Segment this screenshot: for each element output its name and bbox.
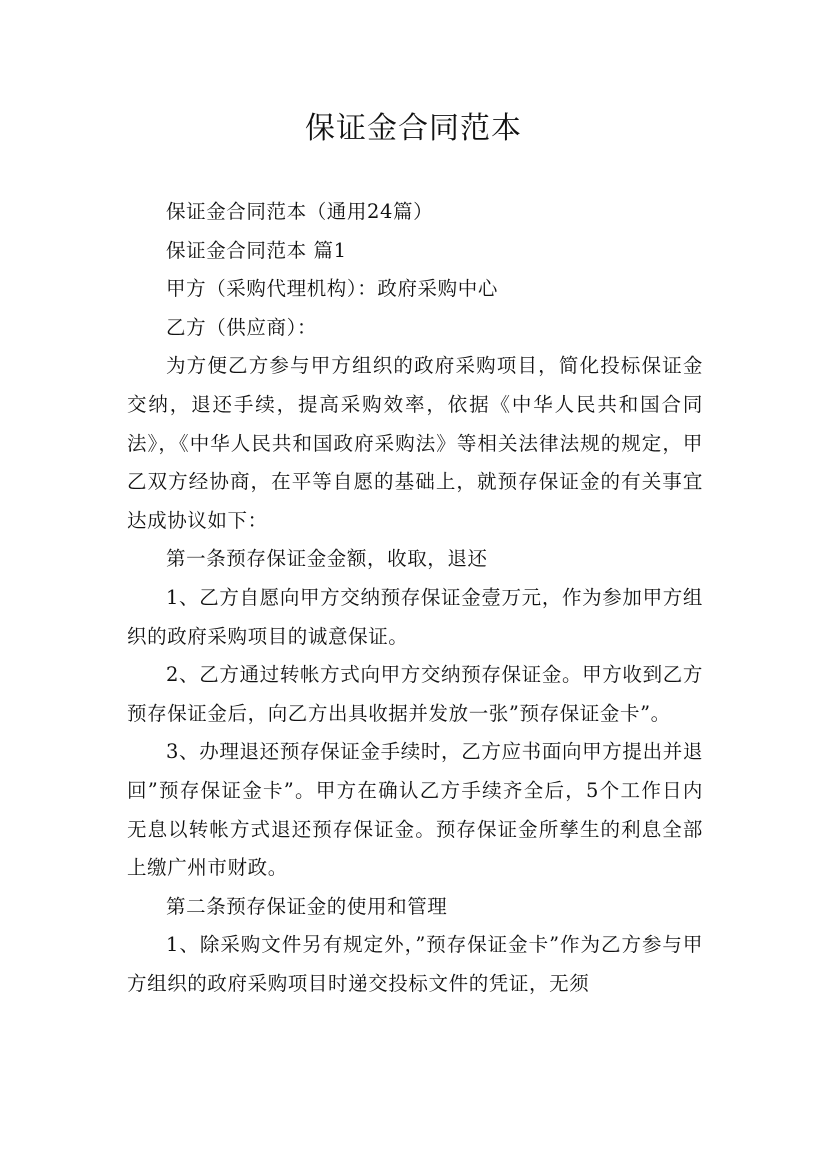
paragraph-party-b: 乙方（供应商）：: [166, 315, 318, 339]
paragraph-preamble: 为方便乙方参与甲方组织的政府采购项目，简化投标保证金交纳，退还手续，提高采购效率，依据《中华人民共和国合同法》，《中华人民共和国政府采购法》等相关法律法规的规定，甲乙双方经协商，在平等自愿的基础上，就预存保证金的有关事宜达成协议如下：: [127, 354, 703, 532]
paragraph-article-2-heading: 第二条预存保证金的使用和管理: [166, 894, 448, 918]
document-title: 保证金合同范本: [305, 111, 522, 146]
paragraph-article-2-item-1: 1、除采购文件另有规定外，”预存保证金卡”作为乙方参与甲方组织的政府采购项目时递交投标文件的凭证，无须: [127, 933, 703, 995]
paragraph-article-1-item-2: 2、乙方通过转帐方式向甲方交纳预存保证金。甲方收到乙方预存保证金后，向乙方出具收据并发放一张”预存保证金卡”。: [127, 663, 703, 725]
paragraph-party-a: 甲方（采购代理机构）：政府采购中心: [166, 277, 498, 301]
paragraph-subtitle: 保证金合同范本（通用24篇）: [166, 200, 434, 223]
document-body: [127, 193, 703, 1003]
paragraph-article-1-heading: 第一条预存保证金金额，收取，退还: [166, 547, 488, 571]
paragraph-article-1-item-1: 1、乙方自愿向甲方交纳预存保证金壹万元，作为参加甲方组织的政府采购项目的诚意保证。: [127, 585, 703, 648]
paragraph-article-1-item-3: 3、办理退还预存保证金手续时，乙方应书面向甲方提出并退回”预存保证金卡”。甲方在确认乙方手续齐全后，5个工作日内无息以转帐方式退还预存保证金。预存保证金所孳生的利息全部上缴广州市财政。: [127, 740, 703, 880]
paragraph-section-heading: 保证金合同范本 篇1: [166, 238, 347, 262]
